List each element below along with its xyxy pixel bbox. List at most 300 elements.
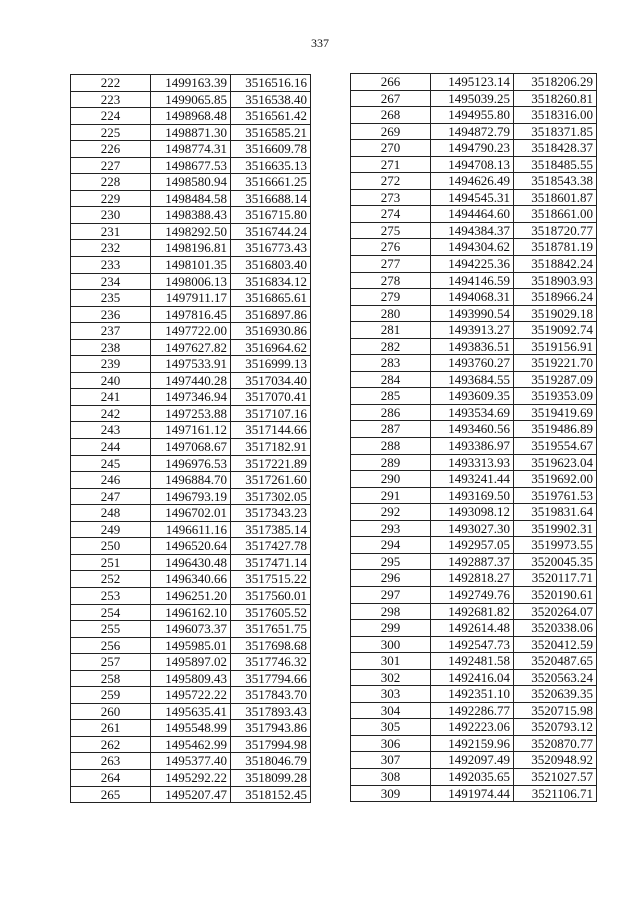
table-row (71, 75, 311, 92)
point-number-cell: 228 (71, 174, 151, 191)
x-coordinate-cell: 1492957.05 (431, 537, 514, 554)
y-coordinate-cell: 3520117.71 (514, 570, 597, 587)
point-number-cell: 224 (71, 108, 151, 125)
point-number-cell: 280 (351, 305, 431, 322)
y-coordinate-cell: 3518046.79 (231, 753, 311, 770)
x-coordinate-cell: 1495292.22 (151, 769, 231, 786)
x-coordinate-cell: 1498484.58 (151, 190, 231, 207)
x-coordinate-cell: 1494146.59 (431, 272, 514, 289)
y-coordinate-cell: 3518543.38 (514, 173, 597, 190)
point-number-cell: 255 (71, 621, 151, 638)
point-number-cell: 275 (351, 222, 431, 239)
y-coordinate-cell: 3517107.16 (231, 405, 311, 422)
table-row (71, 257, 311, 274)
x-coordinate-cell: 1495548.99 (151, 720, 231, 737)
point-number-cell: 262 (71, 736, 151, 753)
y-coordinate-cell: 3518316.00 (514, 107, 597, 124)
point-number-cell: 298 (351, 603, 431, 620)
x-coordinate-cell: 1496702.01 (151, 505, 231, 522)
x-coordinate-cell: 1492351.10 (431, 686, 514, 703)
y-coordinate-cell: 3516897.86 (231, 306, 311, 323)
table-row (351, 686, 597, 703)
x-coordinate-cell: 1493760.27 (431, 355, 514, 372)
x-coordinate-cell: 1495722.22 (151, 687, 231, 704)
x-coordinate-cell: 1498968.48 (151, 108, 231, 125)
x-coordinate-cell: 1497068.67 (151, 439, 231, 456)
x-coordinate-cell: 1493460.56 (431, 421, 514, 438)
y-coordinate-cell: 3516538.40 (231, 91, 311, 108)
x-coordinate-cell: 1498388.43 (151, 207, 231, 224)
table-row (351, 752, 597, 769)
point-number-cell: 226 (71, 141, 151, 158)
x-coordinate-cell: 1493836.51 (431, 338, 514, 355)
table-row (71, 372, 311, 389)
y-coordinate-cell: 3517698.68 (231, 637, 311, 654)
y-coordinate-cell: 3517746.32 (231, 654, 311, 671)
y-coordinate-cell: 3517893.43 (231, 703, 311, 720)
table-row (71, 91, 311, 108)
x-coordinate-cell: 1496430.48 (151, 554, 231, 571)
y-coordinate-cell: 3517182.91 (231, 439, 311, 456)
point-number-cell: 222 (71, 75, 151, 92)
table-row (351, 653, 597, 670)
y-coordinate-cell: 3516803.40 (231, 257, 311, 274)
table-row (71, 323, 311, 340)
table-row (351, 438, 597, 455)
point-number-cell: 272 (351, 173, 431, 190)
y-coordinate-cell: 3516661.25 (231, 174, 311, 191)
x-coordinate-cell: 1498677.53 (151, 157, 231, 174)
point-number-cell: 284 (351, 371, 431, 388)
table-row (351, 768, 597, 785)
coordinate-table-left (70, 74, 311, 803)
y-coordinate-cell: 3516930.86 (231, 323, 311, 340)
table-row (71, 670, 311, 687)
point-number-cell: 290 (351, 471, 431, 488)
table-row (71, 157, 311, 174)
y-coordinate-cell: 3519419.69 (514, 404, 597, 421)
point-number-cell: 269 (351, 123, 431, 140)
x-coordinate-cell: 1492416.04 (431, 669, 514, 686)
point-number-cell: 233 (71, 257, 151, 274)
y-coordinate-cell: 3517302.05 (231, 488, 311, 505)
table-row (351, 189, 597, 206)
x-coordinate-cell: 1492887.37 (431, 553, 514, 570)
x-coordinate-cell: 1498774.31 (151, 141, 231, 158)
y-coordinate-cell: 3518371.85 (514, 123, 597, 140)
y-coordinate-cell: 3516773.43 (231, 240, 311, 257)
point-number-cell: 267 (351, 90, 431, 107)
table-row (71, 521, 311, 538)
point-number-cell: 307 (351, 752, 431, 769)
table-row (351, 537, 597, 554)
point-number-cell: 301 (351, 653, 431, 670)
x-coordinate-cell: 1499163.39 (151, 75, 231, 92)
y-coordinate-cell: 3517385.14 (231, 521, 311, 538)
y-coordinate-cell: 3519029.18 (514, 305, 597, 322)
point-number-cell: 277 (351, 256, 431, 273)
point-number-cell: 287 (351, 421, 431, 438)
point-number-cell: 248 (71, 505, 151, 522)
table-row (351, 123, 597, 140)
table-row (71, 405, 311, 422)
x-coordinate-cell: 1493990.54 (431, 305, 514, 322)
point-number-cell: 241 (71, 389, 151, 406)
y-coordinate-cell: 3516999.13 (231, 356, 311, 373)
coordinate-table-left-body (71, 75, 311, 803)
y-coordinate-cell: 3520715.98 (514, 702, 597, 719)
table-row (351, 239, 597, 256)
x-coordinate-cell: 1496340.66 (151, 571, 231, 588)
table-row (71, 654, 311, 671)
table-row (351, 669, 597, 686)
x-coordinate-cell: 1492035.65 (431, 768, 514, 785)
y-coordinate-cell: 3518781.19 (514, 239, 597, 256)
point-number-cell: 297 (351, 586, 431, 603)
table-row (71, 488, 311, 505)
y-coordinate-cell: 3518260.81 (514, 90, 597, 107)
point-number-cell: 242 (71, 405, 151, 422)
table-row (351, 156, 597, 173)
x-coordinate-cell: 1493684.55 (431, 371, 514, 388)
y-coordinate-cell: 3519353.09 (514, 388, 597, 405)
point-number-cell: 309 (351, 785, 431, 802)
x-coordinate-cell: 1499065.85 (151, 91, 231, 108)
point-number-cell: 282 (351, 338, 431, 355)
table-row (351, 735, 597, 752)
table-row (351, 272, 597, 289)
y-coordinate-cell: 3521106.71 (514, 785, 597, 802)
table-row (351, 719, 597, 736)
table-row (71, 753, 311, 770)
x-coordinate-cell: 1494872.79 (431, 123, 514, 140)
y-coordinate-cell: 3516561.42 (231, 108, 311, 125)
table-row (351, 256, 597, 273)
y-coordinate-cell: 3516865.61 (231, 290, 311, 307)
table-row (71, 538, 311, 555)
y-coordinate-cell: 3516715.80 (231, 207, 311, 224)
x-coordinate-cell: 1493534.69 (431, 404, 514, 421)
y-coordinate-cell: 3517943.86 (231, 720, 311, 737)
y-coordinate-cell: 3520870.77 (514, 735, 597, 752)
point-number-cell: 289 (351, 454, 431, 471)
y-coordinate-cell: 3518903.93 (514, 272, 597, 289)
x-coordinate-cell: 1497346.94 (151, 389, 231, 406)
y-coordinate-cell: 3516744.24 (231, 223, 311, 240)
y-coordinate-cell: 3517034.40 (231, 372, 311, 389)
x-coordinate-cell: 1497627.82 (151, 339, 231, 356)
y-coordinate-cell: 3520563.24 (514, 669, 597, 686)
table-row (71, 273, 311, 290)
y-coordinate-cell: 3519902.31 (514, 520, 597, 537)
point-number-cell: 251 (71, 554, 151, 571)
page-number: 337 (311, 36, 329, 50)
x-coordinate-cell: 1494790.23 (431, 140, 514, 157)
point-number-cell: 238 (71, 339, 151, 356)
y-coordinate-cell: 3520264.07 (514, 603, 597, 620)
table-row (71, 587, 311, 604)
y-coordinate-cell: 3516585.21 (231, 124, 311, 141)
table-row (71, 356, 311, 373)
point-number-cell: 243 (71, 422, 151, 439)
x-coordinate-cell: 1497911.17 (151, 290, 231, 307)
point-number-cell: 232 (71, 240, 151, 257)
table-row (71, 786, 311, 803)
table-row (351, 454, 597, 471)
x-coordinate-cell: 1497722.00 (151, 323, 231, 340)
table-row (71, 174, 311, 191)
x-coordinate-cell: 1494304.62 (431, 239, 514, 256)
table-row (71, 736, 311, 753)
x-coordinate-cell: 1498871.30 (151, 124, 231, 141)
x-coordinate-cell: 1493913.27 (431, 322, 514, 339)
table-row (71, 769, 311, 786)
y-coordinate-cell: 3519692.00 (514, 471, 597, 488)
point-number-cell: 245 (71, 455, 151, 472)
table-row (71, 687, 311, 704)
x-coordinate-cell: 1498196.81 (151, 240, 231, 257)
y-coordinate-cell: 3517605.52 (231, 604, 311, 621)
table-row (351, 338, 597, 355)
table-row (351, 603, 597, 620)
table-row (351, 553, 597, 570)
point-number-cell: 285 (351, 388, 431, 405)
point-number-cell: 230 (71, 207, 151, 224)
table-row (351, 222, 597, 239)
x-coordinate-cell: 1492614.48 (431, 620, 514, 637)
x-coordinate-cell: 1492223.06 (431, 719, 514, 736)
point-number-cell: 260 (71, 703, 151, 720)
table-row (351, 520, 597, 537)
table-row (351, 702, 597, 719)
point-number-cell: 261 (71, 720, 151, 737)
table-row (351, 487, 597, 504)
x-coordinate-cell: 1496884.70 (151, 472, 231, 489)
point-number-cell: 279 (351, 289, 431, 306)
y-coordinate-cell: 3519092.74 (514, 322, 597, 339)
point-number-cell: 265 (71, 786, 151, 803)
point-number-cell: 286 (351, 404, 431, 421)
y-coordinate-cell: 3517794.66 (231, 670, 311, 687)
x-coordinate-cell: 1496073.37 (151, 621, 231, 638)
y-coordinate-cell: 3518966.24 (514, 289, 597, 306)
table-row (351, 173, 597, 190)
point-number-cell: 294 (351, 537, 431, 554)
x-coordinate-cell: 1492481.58 (431, 653, 514, 670)
table-row (71, 455, 311, 472)
point-number-cell: 288 (351, 438, 431, 455)
x-coordinate-cell: 1493098.12 (431, 504, 514, 521)
point-number-cell: 253 (71, 587, 151, 604)
table-row (71, 240, 311, 257)
y-coordinate-cell: 3520639.35 (514, 686, 597, 703)
x-coordinate-cell: 1498006.13 (151, 273, 231, 290)
y-coordinate-cell: 3521027.57 (514, 768, 597, 785)
table-row (71, 703, 311, 720)
point-number-cell: 271 (351, 156, 431, 173)
x-coordinate-cell: 1494225.36 (431, 256, 514, 273)
table-row (351, 421, 597, 438)
y-coordinate-cell: 3520338.06 (514, 620, 597, 637)
point-number-cell: 236 (71, 306, 151, 323)
y-coordinate-cell: 3519287.09 (514, 371, 597, 388)
y-coordinate-cell: 3516609.78 (231, 141, 311, 158)
point-number-cell: 237 (71, 323, 151, 340)
point-number-cell: 281 (351, 322, 431, 339)
point-number-cell: 274 (351, 206, 431, 223)
y-coordinate-cell: 3517843.70 (231, 687, 311, 704)
y-coordinate-cell: 3519831.64 (514, 504, 597, 521)
y-coordinate-cell: 3520190.61 (514, 586, 597, 603)
y-coordinate-cell: 3516834.12 (231, 273, 311, 290)
point-number-cell: 300 (351, 636, 431, 653)
x-coordinate-cell: 1493169.50 (431, 487, 514, 504)
y-coordinate-cell: 3520045.35 (514, 553, 597, 570)
table-row (351, 504, 597, 521)
y-coordinate-cell: 3516688.14 (231, 190, 311, 207)
point-number-cell: 244 (71, 439, 151, 456)
x-coordinate-cell: 1494955.80 (431, 107, 514, 124)
y-coordinate-cell: 3517261.60 (231, 472, 311, 489)
y-coordinate-cell: 3519221.70 (514, 355, 597, 372)
point-number-cell: 247 (71, 488, 151, 505)
y-coordinate-cell: 3517994.98 (231, 736, 311, 753)
table-row (71, 621, 311, 638)
table-row (71, 439, 311, 456)
x-coordinate-cell: 1495635.41 (151, 703, 231, 720)
point-number-cell: 296 (351, 570, 431, 587)
y-coordinate-cell: 3520487.65 (514, 653, 597, 670)
point-number-cell: 254 (71, 604, 151, 621)
x-coordinate-cell: 1498292.50 (151, 223, 231, 240)
x-coordinate-cell: 1494464.60 (431, 206, 514, 223)
point-number-cell: 259 (71, 687, 151, 704)
table-row (71, 141, 311, 158)
table-row (351, 471, 597, 488)
table-row (351, 785, 597, 802)
x-coordinate-cell: 1493241.44 (431, 471, 514, 488)
y-coordinate-cell: 3516516.16 (231, 75, 311, 92)
point-number-cell: 229 (71, 190, 151, 207)
y-coordinate-cell: 3517560.01 (231, 587, 311, 604)
x-coordinate-cell: 1495377.40 (151, 753, 231, 770)
point-number-cell: 308 (351, 768, 431, 785)
x-coordinate-cell: 1498101.35 (151, 257, 231, 274)
point-number-cell: 252 (71, 571, 151, 588)
x-coordinate-cell: 1497533.91 (151, 356, 231, 373)
table-row (351, 355, 597, 372)
point-number-cell: 291 (351, 487, 431, 504)
y-coordinate-cell: 3517515.22 (231, 571, 311, 588)
table-row (71, 637, 311, 654)
point-number-cell: 268 (351, 107, 431, 124)
point-number-cell: 299 (351, 620, 431, 637)
point-number-cell: 250 (71, 538, 151, 555)
y-coordinate-cell: 3516964.62 (231, 339, 311, 356)
x-coordinate-cell: 1497253.88 (151, 405, 231, 422)
table-row (351, 404, 597, 421)
y-coordinate-cell: 3519156.91 (514, 338, 597, 355)
point-number-cell: 303 (351, 686, 431, 703)
table-row (71, 190, 311, 207)
x-coordinate-cell: 1493609.35 (431, 388, 514, 405)
y-coordinate-cell: 3519486.89 (514, 421, 597, 438)
y-coordinate-cell: 3518720.77 (514, 222, 597, 239)
point-number-cell: 263 (71, 753, 151, 770)
point-number-cell: 264 (71, 769, 151, 786)
y-coordinate-cell: 3517343.23 (231, 505, 311, 522)
table-row (351, 289, 597, 306)
x-coordinate-cell: 1493027.30 (431, 520, 514, 537)
table-row (71, 207, 311, 224)
x-coordinate-cell: 1494384.37 (431, 222, 514, 239)
table-row (351, 305, 597, 322)
x-coordinate-cell: 1494545.31 (431, 189, 514, 206)
y-coordinate-cell: 3518661.00 (514, 206, 597, 223)
x-coordinate-cell: 1493386.97 (431, 438, 514, 455)
point-number-cell: 257 (71, 654, 151, 671)
x-coordinate-cell: 1495207.47 (151, 786, 231, 803)
table-row (351, 322, 597, 339)
table-row (71, 108, 311, 125)
point-number-cell: 231 (71, 223, 151, 240)
x-coordinate-cell: 1496162.10 (151, 604, 231, 621)
x-coordinate-cell: 1495985.01 (151, 637, 231, 654)
table-row (71, 604, 311, 621)
point-number-cell: 234 (71, 273, 151, 290)
table-row (71, 223, 311, 240)
x-coordinate-cell: 1496251.20 (151, 587, 231, 604)
x-coordinate-cell: 1498580.94 (151, 174, 231, 191)
y-coordinate-cell: 3517221.89 (231, 455, 311, 472)
point-number-cell: 266 (351, 74, 431, 91)
x-coordinate-cell: 1493313.93 (431, 454, 514, 471)
table-row (351, 570, 597, 587)
x-coordinate-cell: 1495809.43 (151, 670, 231, 687)
x-coordinate-cell: 1497161.12 (151, 422, 231, 439)
point-number-cell: 276 (351, 239, 431, 256)
x-coordinate-cell: 1497440.28 (151, 372, 231, 389)
y-coordinate-cell: 3520948.92 (514, 752, 597, 769)
y-coordinate-cell: 3518842.24 (514, 256, 597, 273)
y-coordinate-cell: 3519623.04 (514, 454, 597, 471)
x-coordinate-cell: 1496976.53 (151, 455, 231, 472)
point-number-cell: 223 (71, 91, 151, 108)
x-coordinate-cell: 1495123.14 (431, 74, 514, 91)
table-row (71, 571, 311, 588)
point-number-cell: 273 (351, 189, 431, 206)
x-coordinate-cell: 1492749.76 (431, 586, 514, 603)
point-number-cell: 249 (71, 521, 151, 538)
point-number-cell: 256 (71, 637, 151, 654)
y-coordinate-cell: 3520793.12 (514, 719, 597, 736)
y-coordinate-cell: 3518099.28 (231, 769, 311, 786)
point-number-cell: 283 (351, 355, 431, 372)
y-coordinate-cell: 3517070.41 (231, 389, 311, 406)
point-number-cell: 240 (71, 372, 151, 389)
point-number-cell: 227 (71, 157, 151, 174)
point-number-cell: 270 (351, 140, 431, 157)
y-coordinate-cell: 3519554.67 (514, 438, 597, 455)
y-coordinate-cell: 3517427.78 (231, 538, 311, 555)
y-coordinate-cell: 3516635.13 (231, 157, 311, 174)
y-coordinate-cell: 3518485.55 (514, 156, 597, 173)
table-row (351, 206, 597, 223)
point-number-cell: 302 (351, 669, 431, 686)
table-row (351, 107, 597, 124)
table-row (71, 505, 311, 522)
table-row (351, 636, 597, 653)
